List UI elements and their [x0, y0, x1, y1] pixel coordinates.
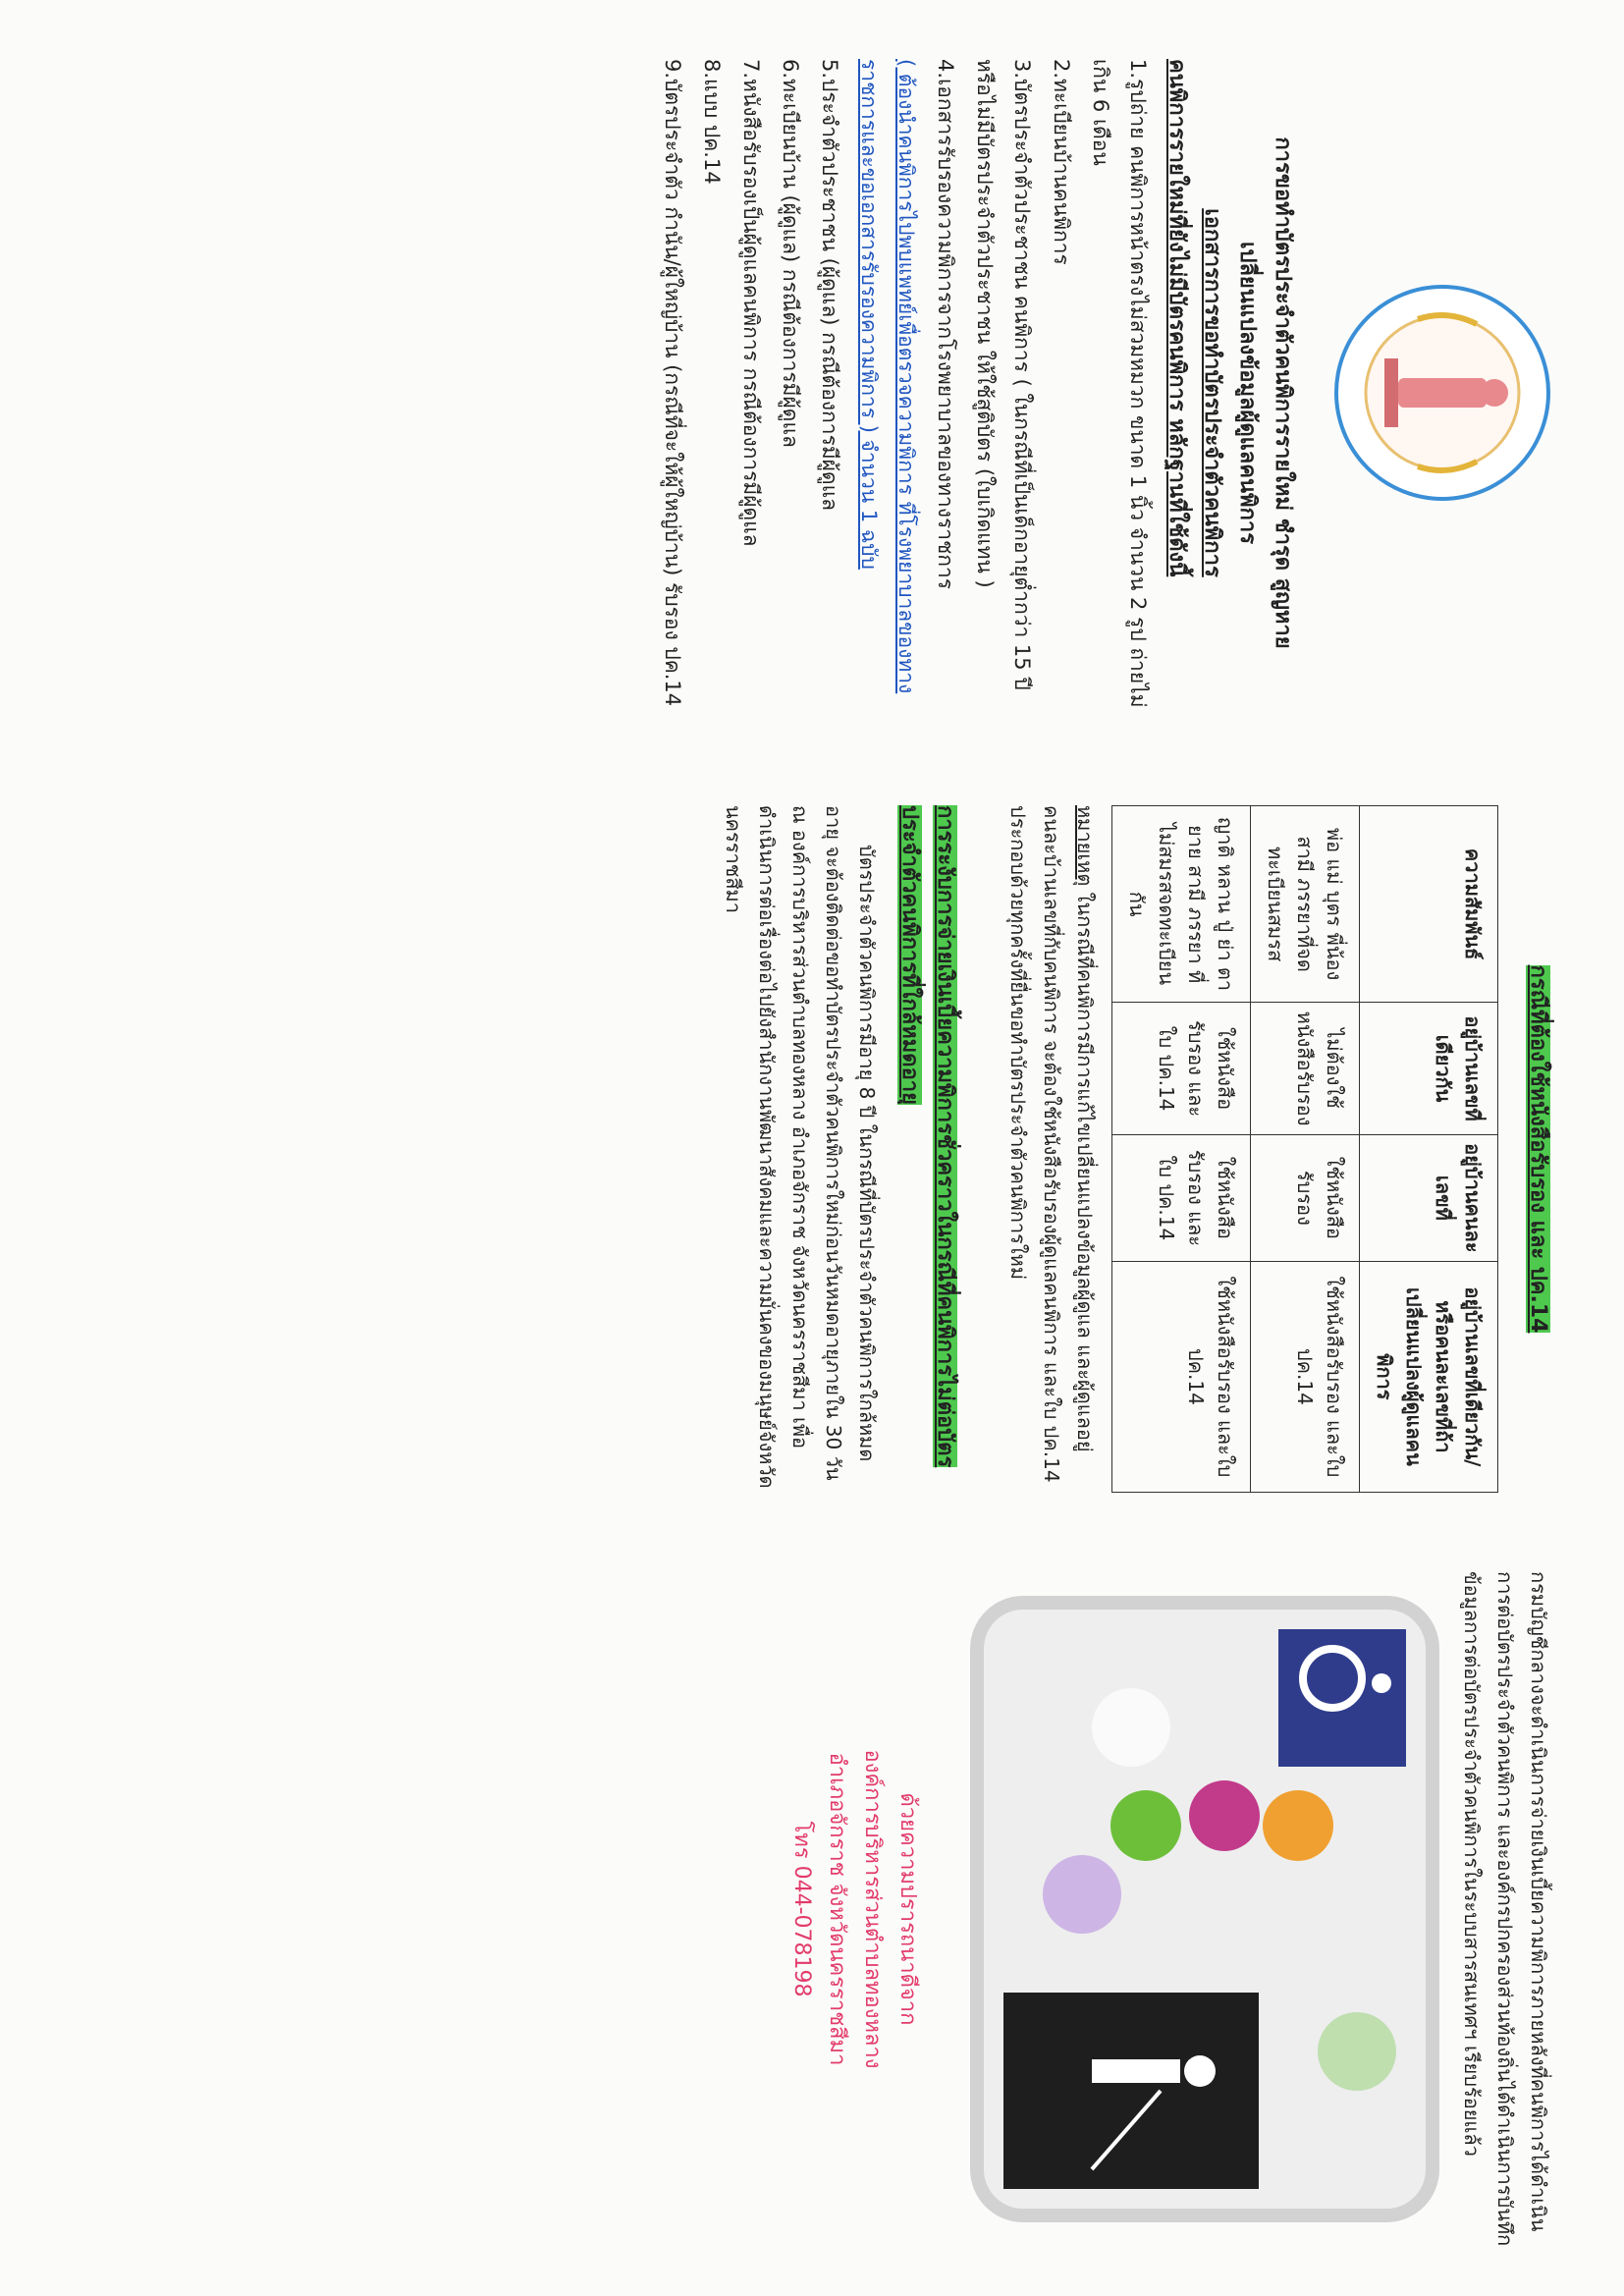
table-cell: ใช้หนังสือรับรอง และใบ ปค.14 [1112, 1134, 1251, 1261]
phone-number: โทร 044-078198 [789, 1821, 814, 1997]
remark [1001, 805, 1102, 1493]
credit-line-1: ด้วยความปรารถนาดีจาก [895, 1792, 920, 2026]
document-item-7: 7.หนังสือรับรองเป็นผู้ดูแลคนพิการ กรณีต้องการมีผู้ดูแล [739, 59, 763, 547]
document-item-2: 2.ทะเบียนบ้านคนพิการ [1050, 59, 1073, 265]
document-item-5: 5.ประจำตัวประชาชน (ผู้ดูแล) กรณีต้องการมีผู้ดูแล [818, 59, 841, 512]
document-item-6: 6.ทะเบียนบ้าน (ผู้ดูแล) กรณีต้องการมีผู้ดูแล [779, 59, 802, 448]
table-header: อยู่บ้านคนละเลขที่ [1360, 1134, 1498, 1261]
credit-line-3: อำเภอจักราช จังหวัดนครราชสีมา [825, 1752, 849, 2066]
table-cell: ใช้หนังสือรับรอง [1251, 1134, 1360, 1261]
credit-line-2: องค์การบริหารส่วนตำบลทองหลาง [860, 1749, 885, 2069]
documents-heading: เอกสารการขอทำบัตรประจำตัวคนพิการ [1200, 208, 1224, 577]
table-cell: ใช้หนังสือรับรอง และใบ ปค.14 [1112, 1003, 1251, 1135]
table-header: อยู่บ้านเลขที่เดียวกัน/หรือคนละเลขที่ถ้าเปลี่ยนแปลงผู้ดูแลคนพิการ [1360, 1261, 1498, 1492]
remark-label: หมายเหตุ [1073, 805, 1097, 887]
remark-text: ในกรณีที่คนพิการมีการแก้ไขเปลี่ยนแปลงข้อมูลผู้ดูแล และผู้ดูแลอยู่คนละบ้านเลขที่กับคนพิการ จะต้องใช้หนังสือรับรองผู้ดูแลคนพิการ และใบ ปค.14 ประกอบด้วยทุกครั้งที่ยื่นขอทำบัตรประจำตัวคนพิการใหม่ [1006, 805, 1097, 1483]
document-item-8: 8.แบบ ปค.14 [700, 59, 724, 185]
table-header: ความสัมพันธ์ [1360, 806, 1498, 1003]
medical-certificate-note: ( ต้องนำคนพิการไปพบแพทย์เพื่อตรวจความพิการ ที่โรงพยาบาลของทางราชการและขอเอกสารรับรองความพิการ ) จำนวน 1 ฉบับ [857, 59, 918, 694]
document-item-1: 1.รูปถ่าย คนพิการหน้าตรงไม่สวมหมวก ขนาด 1 นิ้ว จำนวน 2 รูป ถ่ายไม่เกิน 6 เดือน [1089, 59, 1150, 708]
table-row [1112, 806, 1251, 1493]
documents-subheading: คนพิการรายใหม่ที่ยังไม่มีบัตรคนพิการ หลักฐานที่ใช้ดังนี้ [1164, 59, 1189, 577]
disability-icons-image [984, 1610, 1426, 2209]
table-cell: ใช้หนังสือรับรอง และใบ ปค.14 [1112, 1261, 1251, 1492]
title-line-1: การขอทำบัตรประจำตัวคนพิการรายใหม่ ชำรุด สูญหาย [1271, 137, 1295, 649]
document-item-3: 3.บัตรประจำตัวประชาชน คนพิการ ( ในกรณีที่เป็นเด็กอายุต่ำกว่า 15 ปี หรือไม่มีบัตรประจำตัวประชาชน ให้ใช้สูติบัตร (ใบเกิดแทน ) [973, 59, 1034, 690]
document-item-9: 9.บัตรประจำตัว กำนัน/ผู้ใหญ่บ้าน (กรณีที่จะให้ผู้ใหญ่บ้าน) รับรอง ปค.14 [661, 59, 684, 707]
relationship-table [1111, 805, 1498, 1493]
middle-panel [0, 766, 1624, 1532]
table-cell: ใช้หนังสือรับรอง และใบ ปค.14 [1251, 1261, 1360, 1492]
table-row [1251, 806, 1360, 1493]
suspension-heading: การระงับการจ่ายเงินเบี้ยความพิการชั่วคราวในกรณีที่คนพิการไม่ต่อบัตรประจำตัวคนพิการที่ใกล้หมดอายุ [897, 805, 957, 1468]
table-header: อยู่บ้านเลขที่เดียวกัน [1360, 1003, 1498, 1135]
table-cell: ญาติ หลาน ปู่ ย่า ตา ยาย สามี ภรรยา ที่ไม่สมรสจดทะเบียนกัน [1112, 806, 1251, 1003]
table-cell: ไม่ต้องใช้หนังสือรับรอง [1251, 1003, 1360, 1135]
document-item-4: 4.เอกสารรับรองความพิการจากโรงพยาบาลของทางราชการ [934, 59, 957, 590]
organization-logo [1329, 280, 1555, 506]
suspension-paragraph: บัตรประจำตัวคนพิการมีอายุ 8 ปี ในกรณีที่บัตรประจำตัวคนพิการใกล้หมดอายุ จะต้องติดต่อขอทำบัตรประจำตัวคนพิการใหม่ก่อนวันหมดอายุภายใน 30 วัน ณ องค์การบริหารส่วนตำบลทองหลาง อำเภอจักราช จังหวัดนครราชสีมา เพื่อดำเนินการต่อเรื่องต่อไปยังสำนักงานพัฒนาสังคมและความมั่นคงของมนุษย์จังหวัดนครราชสีมา [722, 805, 879, 1489]
table-header-row [1360, 806, 1498, 1493]
title-line-2: เปลี่ยนแปลงข้อมูลผู้ดูแลคนพิการ [1235, 241, 1260, 545]
payment-paragraph: กรมบัญชีกลางจะดำเนินการจ่ายเงินเบี้ยความพิการภายหลังที่คนพิการได้ดำเนินการต่อบัตรประจำตัวคนพิการ และองค์กรปกครองส่วนท้องถิ่นได้ดำเนินการบันทึกข้อมูลการต่อบัตรประจำตัวคนพิการในระบบสารสนเทศฯ เรียบร้อยแล้ว [1460, 1571, 1550, 2247]
table-heading: กรณีที่ต้องใช้หนังสือรับรอง และ ปค.14 [1526, 964, 1550, 1334]
right-panel [0, 1532, 1624, 2296]
left-panel [0, 0, 1624, 766]
table-cell: พ่อ แม่ บุตร พี่น้องสามี ภรรยาที่จดทะเบียนสมรส [1251, 806, 1360, 1003]
